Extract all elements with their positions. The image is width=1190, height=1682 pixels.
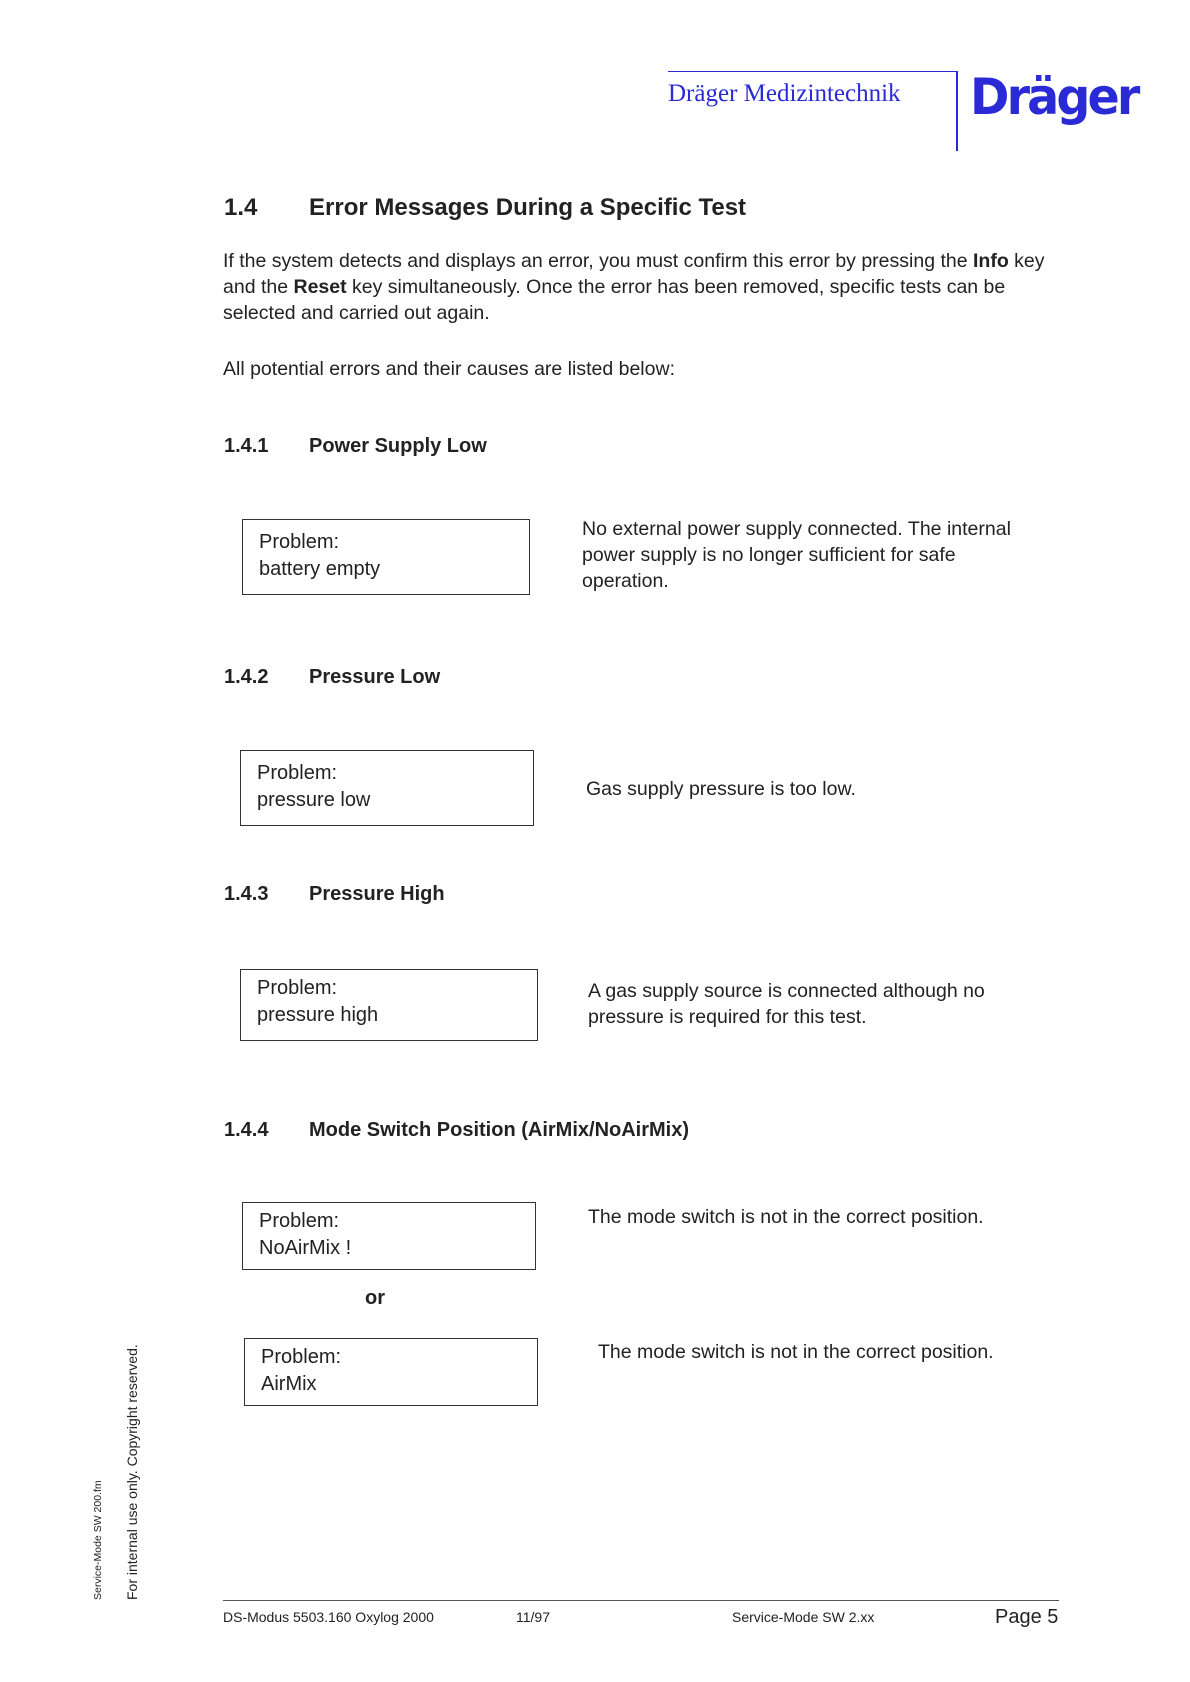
subsection-number: 1.4.3 xyxy=(224,883,269,905)
problem-label: Problem: xyxy=(259,531,340,553)
subsection-title: Mode Switch Position (AirMix/NoAirMix) xyxy=(309,1119,690,1141)
footer-rule xyxy=(223,1600,1059,1601)
problem-label: Problem: xyxy=(257,762,338,784)
brand-logo: Dräger xyxy=(970,68,1138,126)
problem-display-box xyxy=(242,519,530,595)
copyright-note: For internal use only. Copyright reserved. xyxy=(124,1344,140,1600)
problem-display-box xyxy=(242,1202,536,1270)
section-title: Error Messages During a Specific Test xyxy=(309,194,747,221)
brand-subtitle: Dräger Medizintechnik xyxy=(668,80,901,107)
footer-doc-id: DS-Modus 5503.160 Oxylog 2000 xyxy=(223,1609,434,1625)
problem-description: A gas supply source is connected although no pressure is required for this test. xyxy=(588,980,985,1028)
problem-description: No external power supply connected. The internal power supply is no longer sufficient for safe operation. xyxy=(582,518,1011,592)
problem-description: The mode switch is not in the correct position. xyxy=(598,1341,994,1363)
problem-display-box xyxy=(240,750,534,826)
subsection-number: 1.4.4 xyxy=(224,1119,269,1141)
list-intro: All potential errors and their causes are listed below: xyxy=(223,358,675,380)
page-number: Page 5 xyxy=(995,1606,1059,1628)
subsection-title: Power Supply Low xyxy=(309,435,487,457)
problem-display-box xyxy=(244,1338,538,1406)
problem-label: Problem: xyxy=(261,1346,342,1368)
problem-label: Problem: xyxy=(257,977,338,999)
problem-display-box xyxy=(240,969,538,1041)
problem-label: Problem: xyxy=(259,1210,340,1232)
subsection-title: Pressure High xyxy=(309,883,445,905)
problem-value: NoAirMix ! xyxy=(259,1237,352,1259)
problem-description: The mode switch is not in the correct position. xyxy=(588,1206,984,1228)
problem-value: pressure high xyxy=(257,1004,379,1026)
intro-paragraph: If the system detects and displays an error, you must confirm this error by pressing the Info key and the Reset key simultaneously. Once the error has been removed, specific tests can be selected and carried out again. xyxy=(223,250,1045,324)
problem-value: battery empty xyxy=(259,558,381,580)
footer-date: 11/97 xyxy=(516,1609,550,1625)
problem-value: pressure low xyxy=(257,789,371,811)
section-number: 1.4 xyxy=(224,194,258,221)
problem-description: Gas supply pressure is too low. xyxy=(586,778,856,800)
subsection-title: Pressure Low xyxy=(309,666,441,688)
subsection-number: 1.4.2 xyxy=(224,666,269,688)
file-name-note: Service-Mode SW 200.fm xyxy=(92,1480,104,1600)
problem-value: AirMix xyxy=(261,1373,317,1395)
or-label: or xyxy=(365,1287,385,1309)
header-divider xyxy=(956,71,958,151)
header-rule xyxy=(668,71,956,72)
footer-doc-title: Service-Mode SW 2.xx xyxy=(732,1609,875,1625)
subsection-number: 1.4.1 xyxy=(224,435,269,457)
